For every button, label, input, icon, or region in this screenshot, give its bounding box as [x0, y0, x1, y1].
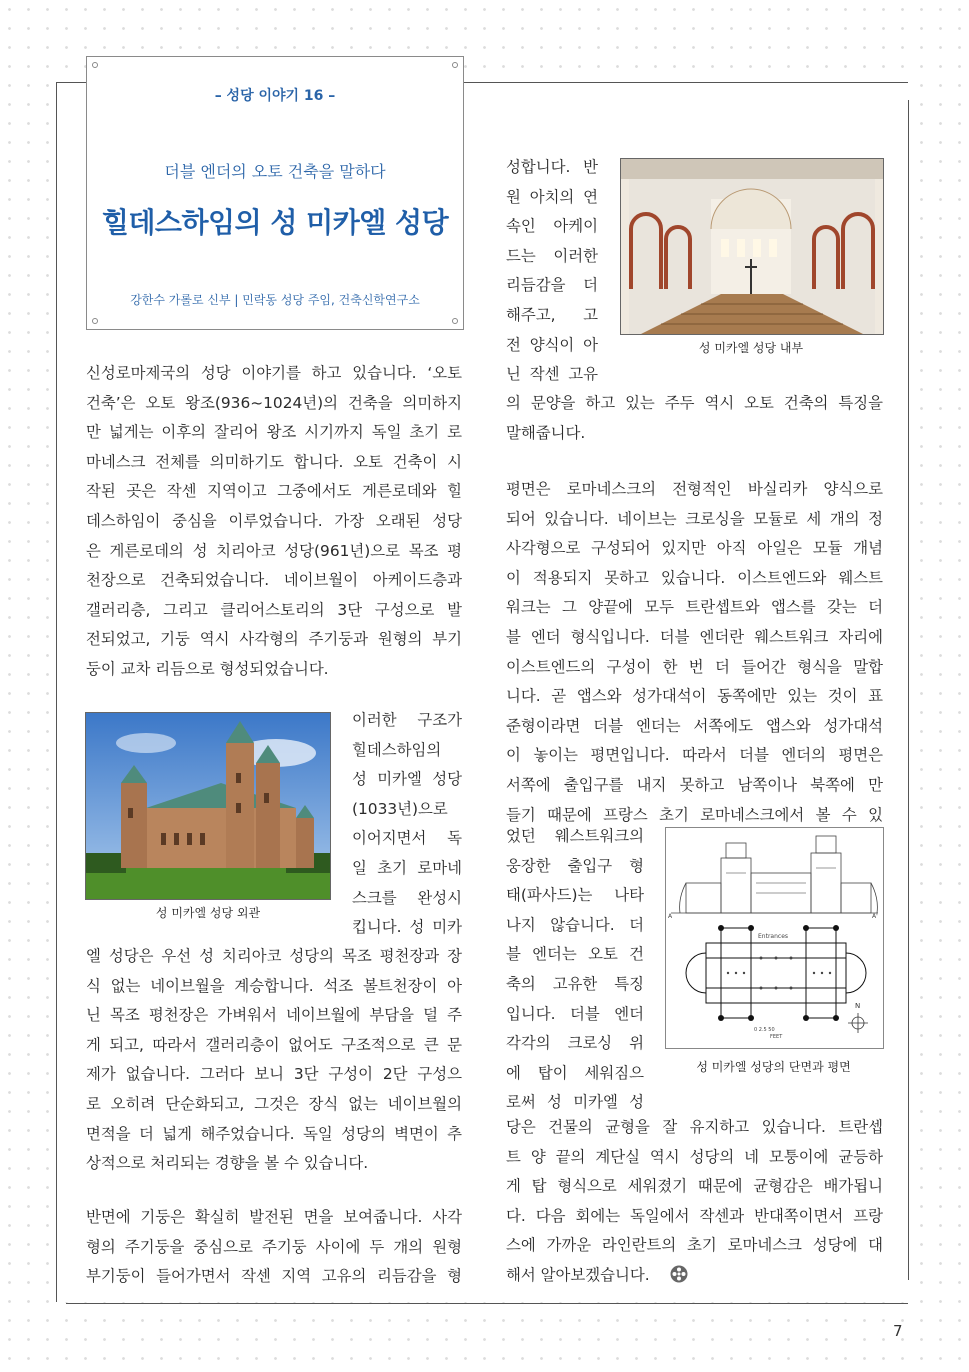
text-line: 로써 성 미카엘 성 — [506, 1093, 644, 1112]
right-paragraph-1 — [506, 389, 883, 448]
text-line: 의 문양을 하고 있는 주두 역시 오토 건축의 특징을 — [506, 394, 883, 412]
interior-photo — [620, 158, 884, 335]
text-line: 작된 곳은 작센 지역이고 그중에서도 게른로데와 힐 — [86, 482, 462, 501]
text-line: 닌 목조 평천장은 가벼워서 네이브월에 부담을 덜 주 — [86, 1006, 462, 1025]
text-line: 블 엔더는 오토 건 — [506, 945, 644, 964]
corner-dot — [92, 318, 98, 324]
text-line: 스에 가까운 라인란트의 초기 로마네스크 성당에 대 — [506, 1236, 883, 1255]
exterior-illustration — [86, 713, 330, 899]
left-paragraph-1 — [86, 359, 462, 685]
text-line: 이스트엔드의 구성이 한 번 더 들어간 형식을 말합 — [506, 657, 883, 676]
text-line: 킵니다. 성 미카 — [352, 918, 462, 937]
text-line: 신성로마제국의 성당 이야기를 하고 있습니다. ‘오토 — [86, 364, 462, 382]
frame-right-rule — [908, 100, 909, 1280]
page-number: 7 — [893, 1322, 903, 1340]
text-line: 갤러리층, 그리고 클리어스토리의 3단 구성으로 발 — [86, 600, 462, 619]
text-line: 입니다. 더블 엔더 — [506, 1004, 644, 1023]
text-line: 리듬감을 더 — [506, 276, 598, 295]
section-label-a-prime: A' — [872, 913, 878, 920]
text-line: 게 되고, 따라서 갤러리층이 없어도 구조적으로 큰 문 — [86, 1035, 462, 1054]
text-line: 만 넓게는 이후의 잘리어 왕조 시기까지 독일 초기 로 — [86, 423, 462, 442]
text-line: 각각의 크로싱 위 — [506, 1034, 644, 1053]
text-line: 건축’은 오토 왕조(936~1024년)의 건축을 의미하지 — [86, 393, 462, 412]
text-line: 다. 다음 회에는 독일에서 작센과 반대쪽이면서 프랑 — [506, 1206, 883, 1225]
text-line: 트 양 끝의 계단실 역시 성당의 네 모퉁이에 균등하 — [506, 1147, 883, 1166]
text-line: 전 양식이 아 — [506, 335, 598, 354]
text-line: 로 오히려 단순화되고, 그것은 장식 없는 네이브월의 — [86, 1094, 462, 1113]
text-line: 준형이라면 더블 엔더는 서쪽에도 앱스와 성가대석 — [506, 716, 883, 735]
plan-scale-label: 0 2.5 50 — [754, 1027, 775, 1033]
text-line: 데스하임이 중심을 이루었습니다. 가장 오래된 성당 — [86, 511, 462, 530]
text-line: 이어지면서 독 — [352, 829, 462, 848]
plan-entrance-label: Entrances — [758, 933, 789, 940]
plan-drawing — [665, 827, 884, 1049]
text-line: 전되었고, 기둥 역시 사각형의 주기둥과 원형의 부기 — [86, 630, 462, 649]
section-label-a: A — [668, 913, 673, 920]
right-paragraph-2-side — [506, 822, 644, 1118]
text-line: 해서 알아보겠습니다. — [506, 1265, 650, 1284]
text-line: 에 탑이 세워짐으 — [506, 1063, 644, 1082]
frame-bottom-rule — [66, 1303, 908, 1304]
section-and-plan-illustration — [666, 828, 883, 1048]
right-paragraph-1-side — [506, 153, 598, 390]
exterior-photo — [85, 712, 331, 900]
text-line: 형의 주기둥을 중심으로 주기둥 사이에 두 개의 원형 — [86, 1237, 462, 1256]
text-line: 게 탑 형식으로 세워졌기 때문에 균형감은 배가됩니 — [506, 1177, 883, 1196]
text-line: 성합니다. 반 — [506, 158, 598, 176]
text-line: 천장으로 건축되었습니다. 네이브월이 아케이드층과 — [86, 571, 462, 590]
text-line: 상적으로 처리되는 경향을 볼 수 있습니다. — [86, 1154, 369, 1173]
series-label: – 성당 이야기 16 – — [214, 88, 336, 104]
exterior-caption: 성 미카엘 성당 외관 — [155, 906, 261, 920]
text-line: 스크를 완성시 — [352, 888, 462, 907]
text-line: 평면은 로마네스크의 전형적인 바실리카 양식으로 — [506, 480, 883, 498]
text-line: 태(파사드)는 나타 — [506, 886, 644, 905]
text-line: 성 미카엘 성당 — [352, 770, 462, 789]
text-line: 말해줍니다. — [506, 423, 586, 442]
corner-dot — [452, 318, 458, 324]
text-line: 둥이 교차 리듬으로 형성되었습니다. — [86, 659, 329, 678]
plan-caption: 성 미카엘 성당의 단면과 평면 — [696, 1060, 851, 1074]
left-paragraph-2 — [86, 942, 462, 1179]
text-line: 반면에 기둥은 확실히 발전된 면을 보여줍니다. 사각 — [86, 1208, 462, 1226]
text-line: 서쪽에 출입구를 내지 못하고 남쪽이나 북쪽에 만 — [506, 775, 883, 794]
text-line: 당은 건물의 균형을 잘 유지하고 있습니다. 트란셉 — [506, 1118, 883, 1136]
left-paragraph-2-side — [352, 706, 462, 943]
title-box — [86, 56, 464, 330]
left-paragraph-3 — [86, 1203, 462, 1292]
right-paragraph-3 — [506, 1113, 883, 1291]
text-line: 이러한 구조가 — [352, 711, 462, 729]
text-line: 워크는 그 양끝에 모두 트란셉트와 앱스를 갖는 더 — [506, 598, 883, 617]
text-line: 제가 없습니다. 그러다 보니 3단 구성이 2단 구성으 — [86, 1065, 462, 1084]
text-line: 원 아치의 연 — [506, 187, 598, 206]
text-line: 힐데스하임의 — [352, 740, 442, 759]
corner-dot — [452, 62, 458, 68]
article-title: 힐데스하임의 성 미카엘 성당 — [101, 206, 449, 239]
text-line: 해주고, 고 — [506, 305, 598, 324]
text-line: 축의 고유한 특징 — [506, 974, 644, 993]
interior-illustration — [621, 159, 883, 334]
text-line: 니다. 곧 앱스와 성가대석이 동쪽에만 있는 것이 표 — [506, 687, 883, 706]
corner-dot — [92, 62, 98, 68]
text-line: 들기 때문에 프랑스 초기 로마네스크에서 볼 수 있 — [506, 805, 883, 824]
text-line: 블 엔더 형식입니다. 더블 엔더란 웨스트워크 자리에 — [506, 627, 883, 646]
text-line: 일 초기 로마네 — [352, 858, 462, 877]
text-line: 드는 이러한 — [506, 246, 598, 265]
text-line: 면적을 더 넓게 해주었습니다. 독일 성당의 벽면이 추 — [86, 1124, 462, 1143]
text-line: 되어 있습니다. 네이브는 크로싱을 모듈로 세 개의 정 — [506, 509, 883, 528]
right-paragraph-2 — [506, 475, 883, 830]
text-line: 닌 작센 고유 — [506, 365, 598, 384]
text-line: 식 없는 네이브월을 계승합니다. 석조 볼트천장이 아 — [86, 976, 462, 995]
text-line: 은 게른로데의 성 치리아코 성당(961년)으로 목조 평 — [86, 541, 462, 560]
text-line: (1033년)으로 — [352, 799, 448, 818]
compass-icon — [848, 1013, 868, 1033]
plan-scale-unit: FEET — [770, 1034, 783, 1040]
text-line: 웅장한 출입구 형 — [506, 856, 644, 875]
interior-caption: 성 미카엘 성당 내부 — [698, 341, 804, 355]
author-byline: 강한수 가롤로 신부 | 민락동 성당 주임, 건축신학연구소 — [130, 293, 420, 307]
text-line: 이 놓이는 평면입니다. 따라서 더블 엔더의 평면은 — [506, 746, 883, 765]
end-mark-icon — [670, 1265, 688, 1283]
text-line: 나지 않습니다. 더 — [506, 915, 644, 934]
frame-left-rule — [56, 82, 57, 1302]
text-line: 마네스크 전체를 의미하기도 합니다. 오토 건축이 시 — [86, 452, 462, 471]
text-line: 사각형으로 구성되어 있지만 아직 아일은 모듈 개념 — [506, 539, 883, 558]
text-line: 이 적용되지 못하고 있습니다. 이스트엔드와 웨스트 — [506, 568, 883, 587]
text-line: 부기둥이 들어가면서 작센 지역 고유의 리듬감을 형 — [86, 1267, 462, 1286]
compass-north-label: N — [855, 1002, 861, 1010]
text-line: 속인 아케이 — [506, 217, 598, 236]
article-subtitle: 더블 엔더의 오토 건축을 말하다 — [164, 162, 386, 181]
text-line: 엘 성당은 우선 성 치리아코 성당의 목조 평천장과 장 — [86, 947, 462, 965]
text-line: 었던 웨스트워크의 — [506, 827, 644, 845]
